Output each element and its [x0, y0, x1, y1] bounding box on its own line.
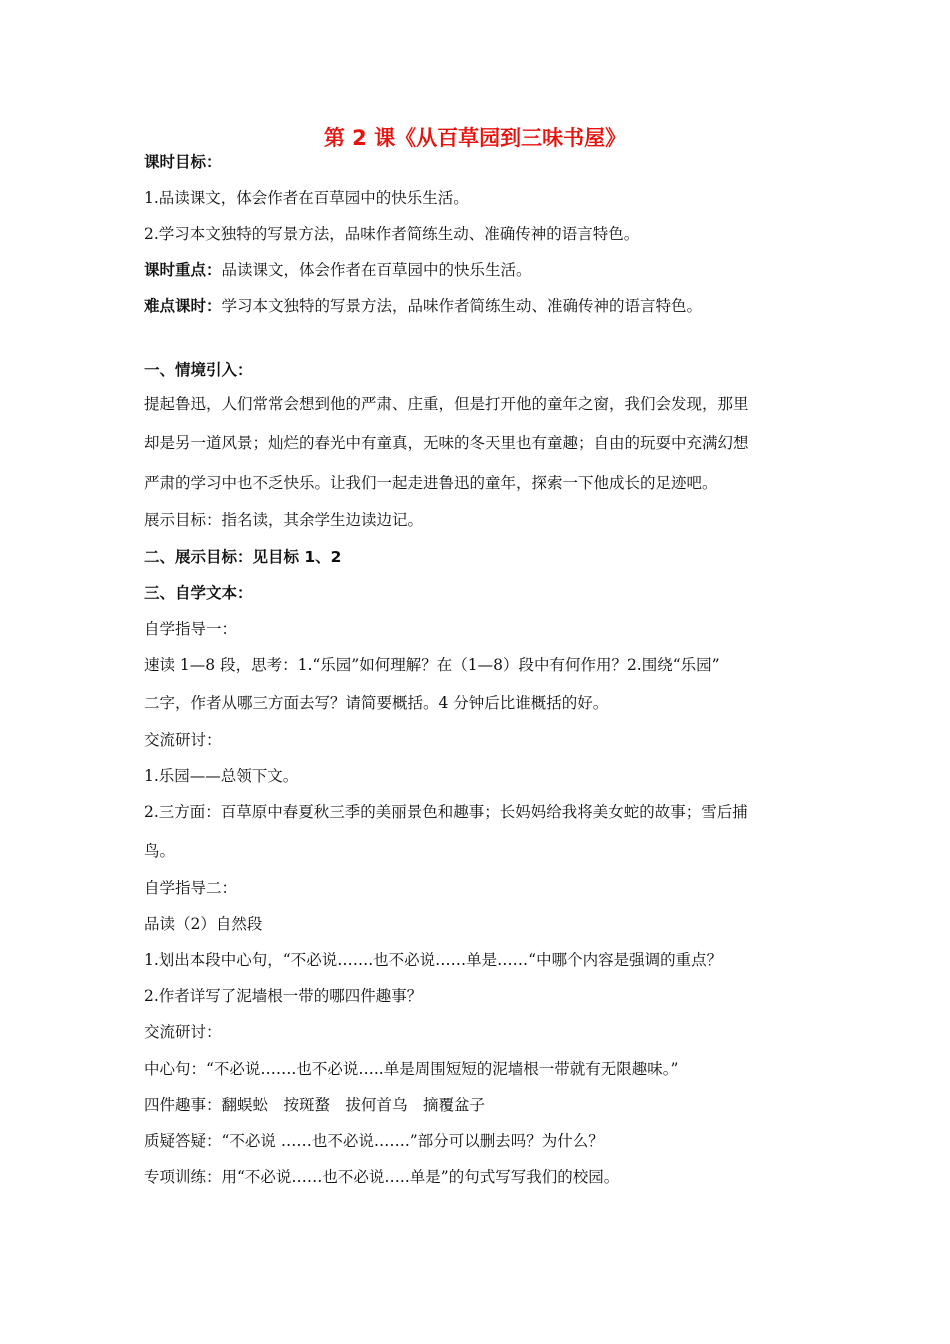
difficult-point	[144, 294, 814, 318]
section-2-heading: 二、展示目标：见目标 1、2	[144, 548, 342, 566]
difficult-point-label: 难点课时：	[144, 297, 222, 315]
show-goal-text: 展示目标：指名读，其余学生边读边记。	[144, 511, 424, 529]
difficult-point-text: 学习本文独特的写景方法，品味作者简练生动、准确传神的语言特色。	[221, 297, 703, 315]
question-1: 1.划出本段中心句，“不必说…….也不必说……单是……“中哪个内容是强调的重点？	[144, 951, 723, 969]
goal-1: 1.品读课文，体会作者在百草园中的快乐生活。	[144, 189, 469, 207]
intro-line-2: 却是另一道风景；灿烂的春光中有童真，无味的冬天里也有童趣；自由的玩耍中充满幻想	[144, 434, 749, 452]
special-practice: 专项训练：用“不必说……也不必说…..单是”的句式写写我们的校园。	[144, 1168, 620, 1186]
section-1-heading: 一、情境引入：	[144, 361, 253, 379]
goal-2: 2.学习本文独特的写景方法，品味作者简练生动、准确传神的语言特色。	[144, 225, 640, 243]
intro-line-3: 严肃的学习中也不乏快乐。让我们一起走进鲁迅的童年，探索一下他成长的足迹吧。	[144, 474, 718, 492]
guide-1-question-line-1: 速读 1—8 段，思考：1.“乐园”如何理解？在（1—8）段中有何作用？2.围绕“乐园”	[144, 656, 720, 674]
section-3-heading: 三、自学文本：	[144, 584, 253, 602]
guide-1-question-line-2: 二字，作者从哪三方面去写？请简要概括。4 分钟后比谁概括的好。	[144, 694, 609, 712]
key-point	[144, 258, 814, 282]
answer-2-line-2: 鸟。	[144, 842, 176, 860]
key-point-text: 品读课文，体会作者在百草园中的快乐生活。	[221, 261, 532, 279]
intro-line-1: 提起鲁迅，人们常常会想到他的严肃、庄重，但是打开他的童年之窗，我们会发现，那里	[144, 395, 749, 413]
discussion-2-label: 交流研讨：	[144, 1023, 222, 1041]
goals-heading: 课时目标：	[144, 153, 222, 171]
center-sentence: 中心句：“不必说…….也不必说…..单是周围短短的泥墙根一带就有无限趣味。”	[144, 1060, 679, 1078]
key-point-label: 课时重点：	[144, 261, 222, 279]
lesson-title: 第 2 课《从百草园到三味书屋》	[323, 126, 627, 150]
guide-2-label: 自学指导二：	[144, 879, 238, 897]
question-2: 2.作者详写了泥墙根一带的哪四件趣事？	[144, 987, 423, 1005]
read-paragraph-instruction: 品读（2）自然段	[144, 915, 263, 933]
guide-1-label: 自学指导一：	[144, 620, 238, 638]
question-answer: 质疑答疑：“不必说 ……也不必说…….”部分可以删去吗？为什么？	[144, 1132, 604, 1150]
answer-2-line-1: 2.三方面：百草原中春夏秋三季的美丽景色和趣事；长妈妈给我将美女蛇的故事；雪后捕	[144, 803, 748, 821]
answer-1: 1.乐园——总领下文。	[144, 767, 299, 785]
discussion-1-label: 交流研讨：	[144, 731, 222, 749]
four-fun-things: 四件趣事：翻蜈蚣 按斑蝥 拔何首乌 摘覆盆子	[144, 1096, 486, 1114]
